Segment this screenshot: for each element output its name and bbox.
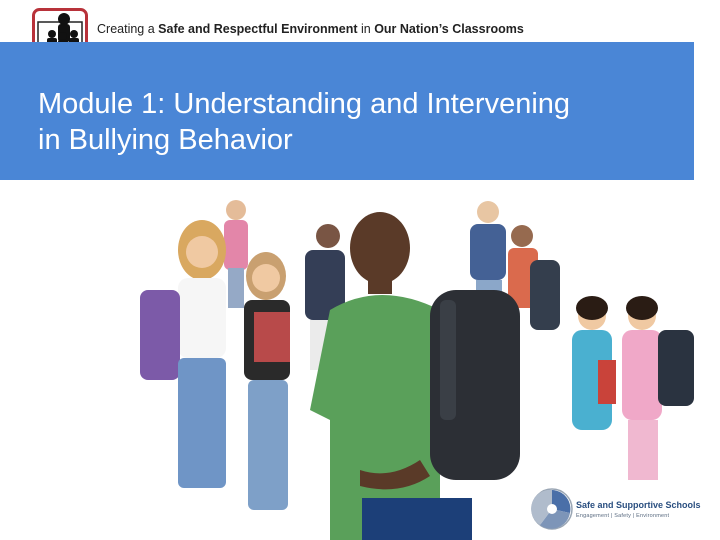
header-tagline: Creating a Safe and Respectful Environment in Our Nation’s Classrooms xyxy=(97,22,524,36)
footer-logo-name: Safe and Supportive Schools xyxy=(576,500,701,510)
footer-logo-subtitle: Engagement | Safety | Environment xyxy=(576,513,670,519)
safe-supportive-schools-logo-icon xyxy=(530,487,574,531)
module-title: Module 1: Understanding and Intervening in Bullying Behavior xyxy=(38,88,571,156)
students-photo xyxy=(0,180,720,540)
